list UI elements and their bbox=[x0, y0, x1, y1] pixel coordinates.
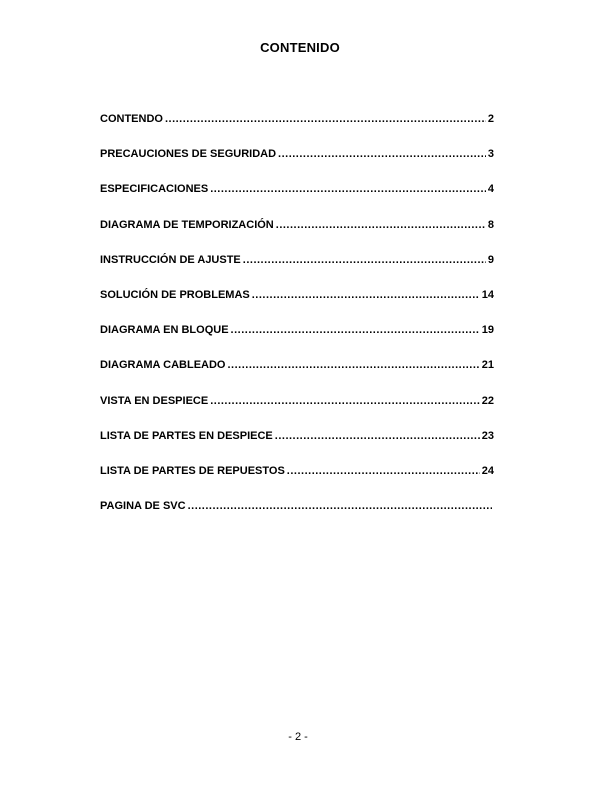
toc-entry[interactable] bbox=[100, 323, 494, 358]
toc-entry[interactable] bbox=[100, 288, 494, 323]
toc-leader-dots bbox=[227, 358, 479, 372]
toc-entry-label: PAGINA DE SVC bbox=[100, 500, 186, 513]
toc-entry-label: VISTA EN DESPIECE bbox=[100, 394, 209, 407]
toc-entry-label: SOLUCIÓN DE PROBLEMAS bbox=[100, 288, 250, 301]
toc-entry-page: 14 bbox=[481, 288, 494, 301]
toc-entry-label: LISTA DE PARTES DE REPUESTOS bbox=[100, 464, 285, 477]
toc-leader-dots bbox=[188, 499, 492, 513]
toc-leader-dots bbox=[210, 182, 486, 196]
toc-entry-page: 24 bbox=[481, 464, 494, 477]
toc-entry-label: PRECAUCIONES DE SEGURIDAD bbox=[100, 148, 277, 161]
toc-entry-page: 22 bbox=[481, 394, 494, 407]
toc-entry-label: DIAGRAMA EN BLOQUE bbox=[100, 324, 229, 337]
toc-entry-page: 8 bbox=[487, 218, 494, 231]
toc-entry-label: INSTRUCCIÓN DE AJUSTE bbox=[100, 253, 241, 266]
toc-leader-dots bbox=[165, 112, 486, 126]
table-of-contents bbox=[100, 112, 494, 534]
toc-entry-page: 4 bbox=[487, 183, 494, 196]
toc-entry[interactable] bbox=[100, 358, 494, 393]
toc-entry[interactable] bbox=[100, 218, 494, 253]
toc-entry[interactable] bbox=[100, 464, 494, 499]
toc-leader-dots bbox=[276, 218, 486, 232]
toc-entry[interactable] bbox=[100, 112, 494, 147]
toc-leader-dots bbox=[287, 464, 480, 478]
toc-entry-page: 19 bbox=[481, 324, 494, 337]
toc-entry-label: DIAGRAMA DE TEMPORIZACIÓN bbox=[100, 218, 274, 231]
page-title: CONTENIDO bbox=[260, 40, 340, 55]
toc-leader-dots bbox=[275, 429, 480, 443]
toc-leader-dots bbox=[210, 394, 480, 408]
toc-entry[interactable] bbox=[100, 253, 494, 288]
toc-entry-label: LISTA DE PARTES EN DESPIECE bbox=[100, 429, 273, 442]
toc-leader-dots bbox=[243, 253, 486, 267]
toc-entry-label: ESPECIFICACIONES bbox=[100, 183, 209, 196]
toc-leader-dots bbox=[252, 288, 480, 302]
toc-entry-label: DIAGRAMA CABLEADO bbox=[100, 359, 226, 372]
page-number: - 2 - bbox=[288, 731, 308, 743]
toc-entry[interactable] bbox=[100, 147, 494, 182]
toc-entry-page: 21 bbox=[481, 359, 494, 372]
toc-entry-page: 23 bbox=[481, 429, 494, 442]
toc-entry[interactable] bbox=[100, 394, 494, 429]
toc-entry-page: 3 bbox=[487, 148, 494, 161]
toc-leader-dots bbox=[278, 147, 486, 161]
toc-entry[interactable] bbox=[100, 182, 494, 217]
toc-entry[interactable] bbox=[100, 429, 494, 464]
toc-entry-page: 2 bbox=[487, 113, 494, 125]
toc-entry-page: 9 bbox=[487, 253, 494, 266]
toc-leader-dots bbox=[231, 323, 480, 337]
toc-entry-label: CONTENDO bbox=[100, 113, 163, 125]
toc-entry[interactable] bbox=[100, 499, 494, 534]
